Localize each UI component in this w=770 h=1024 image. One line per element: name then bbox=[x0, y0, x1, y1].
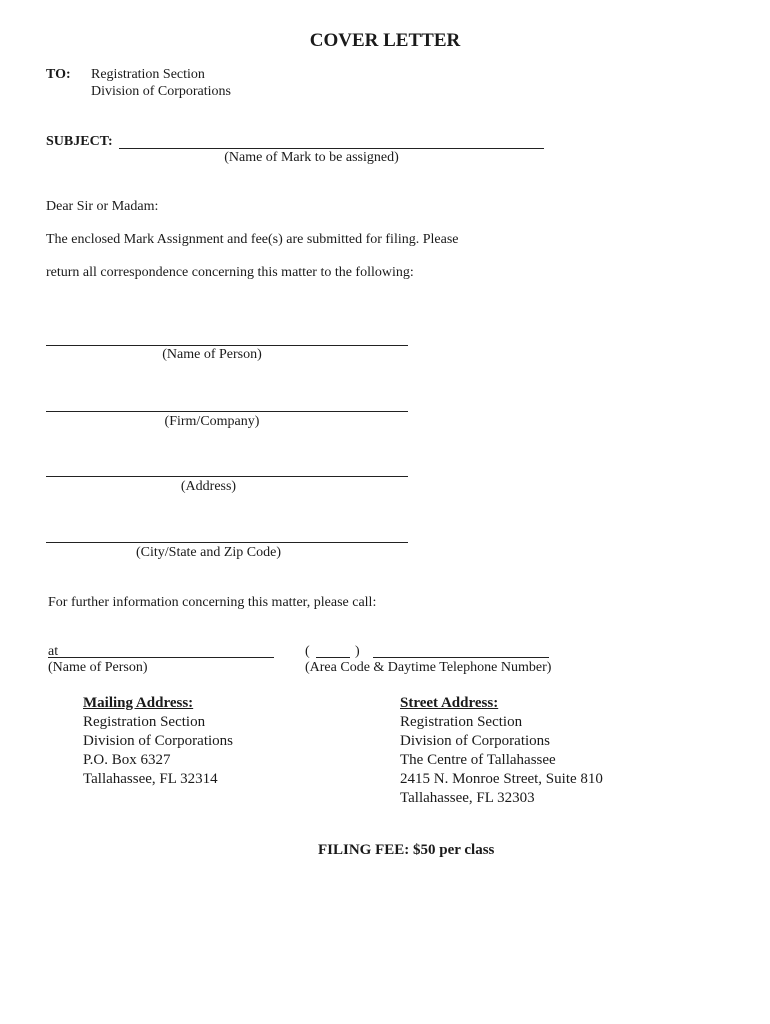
subject-label: SUBJECT: bbox=[46, 134, 113, 149]
mailing-heading: Mailing Address: bbox=[83, 695, 194, 711]
mailing-line: Division of Corporations bbox=[83, 733, 233, 749]
street-line: Registration Section bbox=[400, 714, 523, 730]
subject-caption: (Name of Mark to be assigned) bbox=[224, 150, 399, 165]
mailing-line: Registration Section bbox=[83, 714, 206, 730]
area-code-open-paren: ( bbox=[305, 644, 310, 659]
city-caption: (City/State and Zip Code) bbox=[135, 545, 282, 560]
mailing-line: P.O. Box 6327 bbox=[83, 752, 171, 768]
mailing-address-block bbox=[83, 694, 233, 789]
city-field[interactable] bbox=[46, 542, 408, 543]
street-address-block bbox=[400, 694, 603, 808]
filing-fee: FILING FEE: $50 per class bbox=[318, 842, 495, 858]
to-label: TO: bbox=[46, 67, 71, 82]
further-info: For further information concerning this matter, please call: bbox=[48, 595, 377, 610]
address-field[interactable] bbox=[46, 476, 408, 477]
address-caption: (Address) bbox=[180, 479, 237, 494]
body-line-1: The enclosed Mark Assignment and fee(s) are submitted for filing. Please bbox=[46, 232, 459, 247]
to-line-1: Registration Section bbox=[91, 67, 205, 82]
mailing-line: Tallahassee, FL 32314 bbox=[83, 771, 218, 787]
contact-name-field[interactable] bbox=[48, 657, 274, 658]
phone-number-field[interactable] bbox=[373, 657, 549, 658]
firm-field[interactable] bbox=[46, 411, 408, 412]
firm-caption: (Firm/Company) bbox=[164, 414, 260, 429]
person-name-field[interactable] bbox=[46, 345, 408, 346]
street-line: The Centre of Tallahassee bbox=[400, 752, 556, 768]
contact-at: at bbox=[48, 644, 59, 659]
street-line: Division of Corporations bbox=[400, 733, 550, 749]
area-code-field[interactable] bbox=[316, 657, 350, 658]
salutation: Dear Sir or Madam: bbox=[46, 199, 159, 214]
person-caption: (Name of Person) bbox=[162, 347, 262, 362]
street-heading: Street Address: bbox=[400, 695, 499, 711]
contact-name-caption: (Name of Person) bbox=[48, 660, 148, 675]
street-line: Tallahassee, FL 32303 bbox=[400, 790, 535, 806]
subject-field[interactable] bbox=[119, 148, 544, 149]
to-line-2: Division of Corporations bbox=[91, 84, 231, 99]
area-code-close-paren: ) bbox=[355, 644, 360, 659]
body-line-2: return all correspondence concerning this matter to the following: bbox=[46, 265, 414, 280]
street-line: 2415 N. Monroe Street, Suite 810 bbox=[400, 771, 603, 787]
phone-caption: (Area Code & Daytime Telephone Number) bbox=[305, 660, 552, 675]
page-title: COVER LETTER bbox=[309, 30, 461, 51]
